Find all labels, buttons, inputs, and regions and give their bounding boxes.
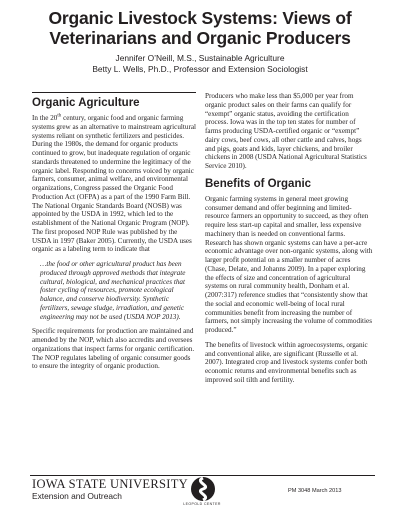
left-column xyxy=(32,92,196,377)
publication-number: PM 3048 March 2013 xyxy=(288,488,342,494)
paragraph-livestock: The benefits of livestock within agroecosystems, organic and conventional alike, are significant (Russelle et al. 2007). Integrated crop and livestock systems confer both economic returns and environmental benefits such as improved soil tilth and fertility. xyxy=(205,340,368,384)
paragraph-benefits: Organic farming systems in general meet growing consumer demand and offer beginning and limited-resource farmers an opportunity to succeed, as they often require less start-up capital and smaller, less expensive machinery than is needed on conventional farms. Research has shown organic systems can have a per-acre economic advantage over non-organic systems, along with larger profit potential on a smaller number of acres (Chase, Delate, and Johanns 2009). In a paper exploring the effects of size and concentration of agricultural systems on rural community health, Donham et al. (2007:317) reference studies that “consistently show that the social and economic well-being of local rural communities benefit from increasing the number of farmers, not simply increasing the volume of commodities produced.” xyxy=(205,194,373,334)
heading-organic-agriculture: Organic Agriculture xyxy=(32,92,196,110)
usda-quote: …the food or other agricultural product has been produced through approved methods that integrate cultural, biological, and mechanical practices that foster cycling of resources, promote ecological balance, and conserve biodiversity. Synthetic fertilizers, sewage sludge, irradiation, and genetic engineering may not be used (USDA NOP 2013). xyxy=(40,260,186,321)
author-block xyxy=(10,53,390,74)
leopold-center-logo-icon xyxy=(188,476,218,502)
paragraph-history xyxy=(32,114,196,254)
document-title xyxy=(10,8,390,48)
isu-wordmark: IOWA STATE UNIVERSITY xyxy=(32,477,188,491)
paragraph-history-start: In the 20 xyxy=(32,114,58,122)
paragraph-history-rest: century, organic food and organic farming systems grew as an alternative to mainstream agricultural systems reliant on synthetic fertilizers and pesticides. During the 1980s, the demand for organic products continued to grow, but inadequate regulation of organic standards threatened to undermine the legitimacy of the organic label. Responding to concerns voiced by organic farmers, consumer, animal welfare, and environmental organizations, Congress passed the Organic Food Production Act (OFPA) as a part of the 1990 Farm Bill. The National Organic Standards Board (NOSB) was appointed by the USDA in 1992, which led to the establishment of the National Organic Program (NOP). The first proposed NOP Rule was published by the USDA in 1997 (Baker 2005). Currently, the USDA uses organic as a labeling term to indicate that xyxy=(32,114,196,254)
isu-extension-label: Extension and Outreach xyxy=(32,491,122,501)
logo-caption: LEOPOLD CENTER xyxy=(183,502,221,506)
ordinal-suffix: th xyxy=(57,113,62,119)
paragraph-exempt-status: Producers who make less than $5,000 per year from organic product sales on their farms can qualify for “exempt” organic status, avoiding the certification process. Iowa was in the top ten states for number of farms producing USDA-certified organic or “exempt” dairy cows, beef cows, all other cattle and calves, hogs and pigs, goats and kids, layer chickens, and broiler chickens in 2008 (USDA National Agricultural Statistics Service 2010). xyxy=(205,92,367,170)
right-column xyxy=(205,92,373,391)
author-2: Betty L. Wells, Ph.D., Professor and Extension Sociologist xyxy=(92,63,308,74)
title-line-2: Veterinarians and Organic Producers xyxy=(49,28,351,48)
heading-benefits-of-organic: Benefits of Organic xyxy=(205,177,312,190)
title-line-1: Organic Livestock Systems: Views of xyxy=(48,8,352,28)
author-1: Jennifer O’Neill, M.S., Sustainable Agriculture xyxy=(115,53,285,63)
paragraph-requirements: Specific requirements for production are maintained and amended by the NOP, which also accredits and oversees organizations that inspect farms for organic certification. The NOP regulates labeling of organic consumer goods to ensure the integrity of organic production. xyxy=(32,327,195,371)
